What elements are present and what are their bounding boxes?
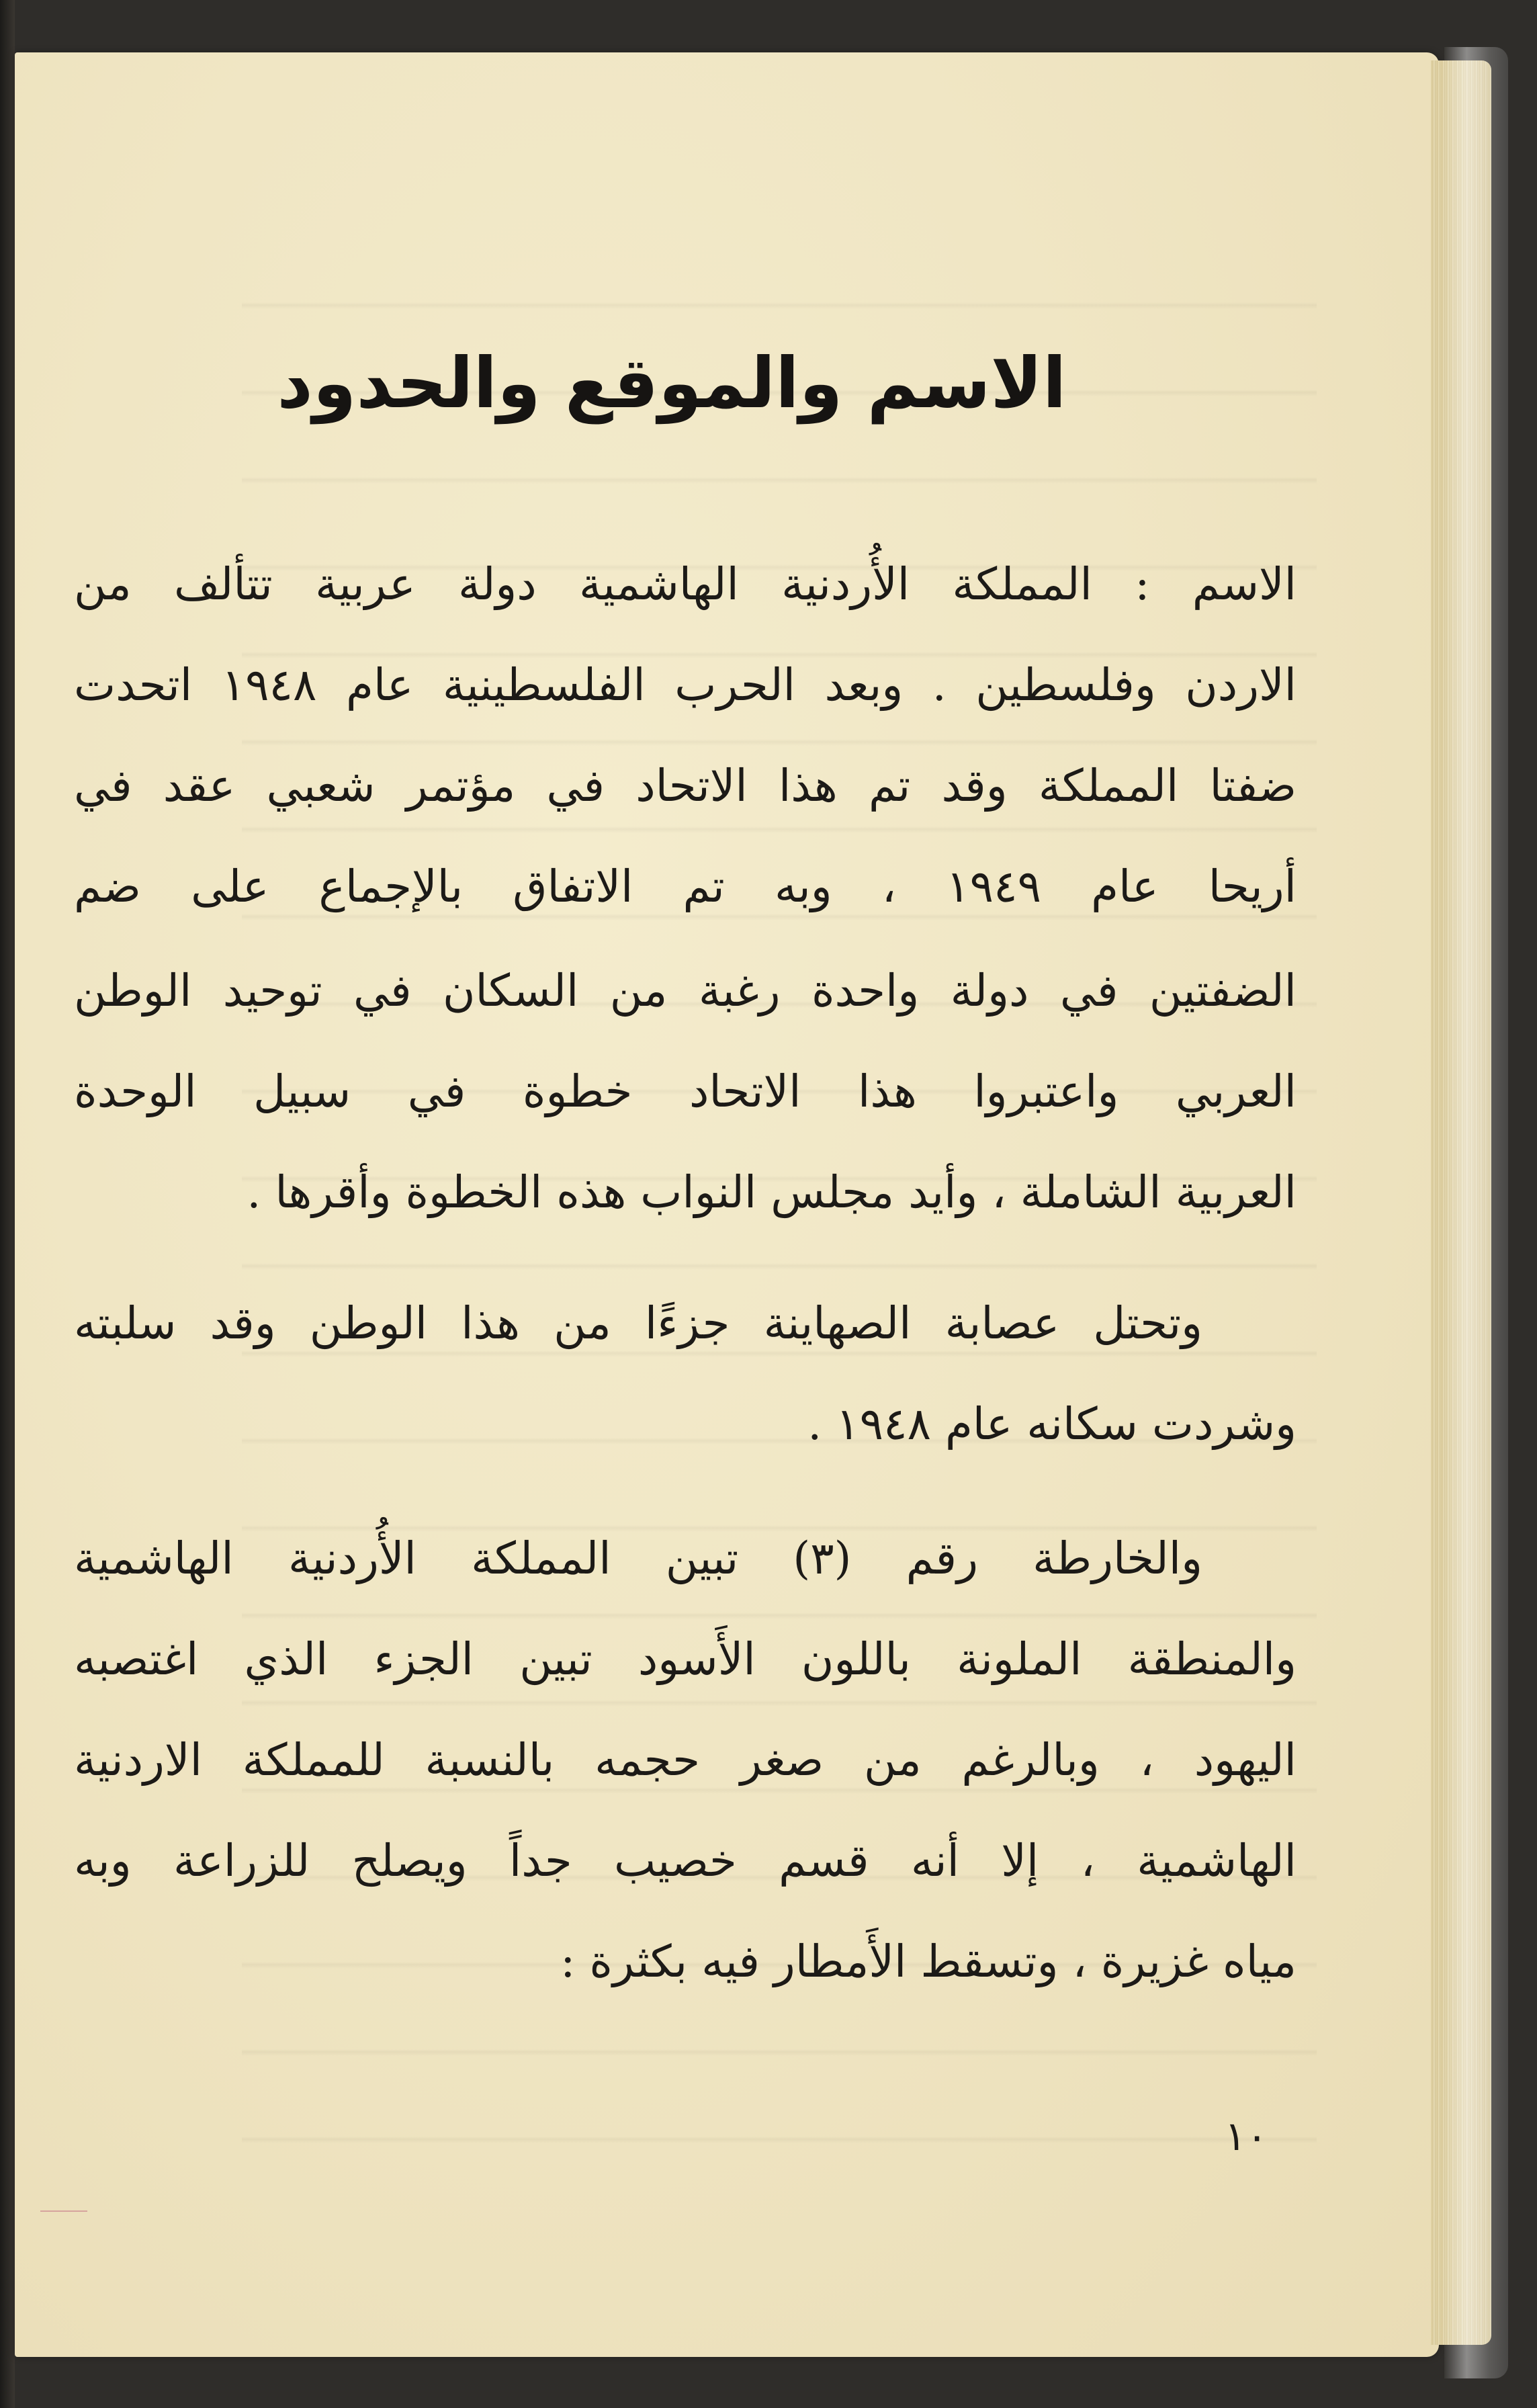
paragraph-1-line-3: ضفتا المملكة وقد تم هذا الاتحاد في مؤتمر شعبي عقد في: [74, 760, 1297, 812]
paragraph-3-line-2: والمنطقة الملونة باللون الأَسود تبين الجزء الذي اغتصبه: [74, 1633, 1297, 1685]
paragraph-2-line-1: وتحتل عصابة الصهاينة جزءًا من هذا الوطن وقد سلبته: [74, 1297, 1202, 1349]
paragraph-3-line-1: والخارطة رقم (٣) تبين المملكة الأُردنية الهاشمية: [74, 1533, 1203, 1584]
pencil-mark: [40, 2210, 87, 2212]
paragraph-1-line-1: الاسم : المملكة الأُردنية الهاشمية دولة عربية تتألف من: [74, 558, 1297, 610]
paragraph-2-line-2: وشردت سكانه عام ١٩٤٨ .: [807, 1398, 1297, 1450]
page-number: ١٠: [1224, 2113, 1268, 2160]
paragraph-1-line-6: العربي واعتبروا هذا الاتحاد خطوة في سبيل الوحدة: [74, 1066, 1297, 1117]
paragraph-1-line-4: أريحا عام ١٩٤٩ ، وبه تم الاتفاق بالإجماع على ضم: [74, 861, 1297, 912]
page-title: الاسم والموقع والحدود: [277, 342, 1067, 424]
paragraph-1-line-7: العربية الشاملة ، وأيد مجلس النواب هذه الخطوة وأقرها .: [247, 1166, 1297, 1218]
paragraph-3-line-3: اليهود ، وبالرغم من صغر حجمه بالنسبة للمملكة الاردنية: [74, 1734, 1297, 1786]
paragraph-3-line-5: مياه غزيرة ، وتسقط الأَمطار فيه بكثرة :: [560, 1936, 1297, 1987]
plastic-sleeve: [1444, 47, 1508, 2378]
paragraph-3-line-4: الهاشمية ، إلا أنه قسم خصيب جداً ويصلح للزراعة وبه: [74, 1835, 1297, 1887]
paragraph-1-line-5: الضفتين في دولة واحدة رغبة من السكان في توحيد الوطن: [74, 965, 1297, 1017]
book-binding-edge: [0, 0, 15, 2408]
paragraph-1-line-2: الاردن وفلسطين . وبعد الحرب الفلسطينية عام ١٩٤٨ اتحدت: [74, 659, 1297, 711]
